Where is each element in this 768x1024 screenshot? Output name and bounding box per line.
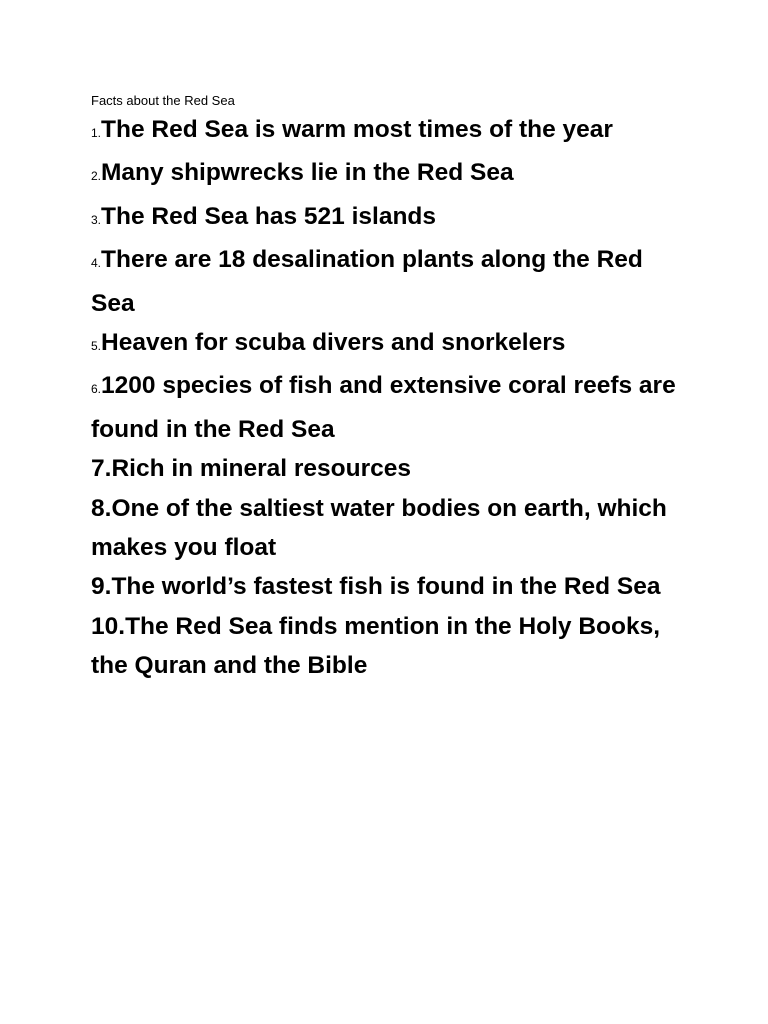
fact-item-5 [91,323,691,366]
fact-item-2 [91,153,691,196]
fact-item-9 [91,567,691,606]
fact-number: 3. [91,212,102,227]
fact-text: Heaven for scuba divers and snorkelers [101,329,566,357]
fact-text: The world’s fastest fish is found in the Red Sea [111,573,661,601]
fact-number: 9. [91,573,112,601]
fact-item-7 [91,449,691,488]
document-title: Facts about the Red Sea [91,93,235,108]
fact-item-4 [91,240,691,323]
fact-number: 6. [91,382,102,397]
fact-number: 8. [91,494,112,522]
fact-text: The Red Sea is warm most times of the year [101,116,613,143]
fact-item-8 [91,489,691,568]
fact-item-3 [91,197,691,240]
fact-number: 1. [91,126,102,140]
fact-text: Many shipwrecks lie in the Red Sea [101,159,514,187]
fact-text: The Red Sea has 521 islands [101,202,437,230]
fact-item-1 [91,110,691,153]
fact-text: One of the saltiest water bodies on earth, which makes you float [91,494,667,562]
fact-text: There are 18 desalination plants along the Red Sea [91,246,643,317]
fact-text: The Red Sea finds mention in the Holy Books, the Quran and the Bible [91,612,661,680]
fact-text: Rich in mineral resources [111,455,412,483]
fact-text: 1200 species of fish and extensive coral reefs are found in the Red Sea [91,372,676,443]
fact-number: 4. [91,256,102,271]
facts-list [91,110,691,686]
fact-number: 7. [91,455,112,483]
fact-number: 5. [91,339,102,354]
fact-item-10 [91,607,691,686]
fact-number: 10. [91,612,126,640]
fact-number: 2. [91,169,102,184]
fact-item-6 [91,366,691,449]
document-page [91,92,691,686]
